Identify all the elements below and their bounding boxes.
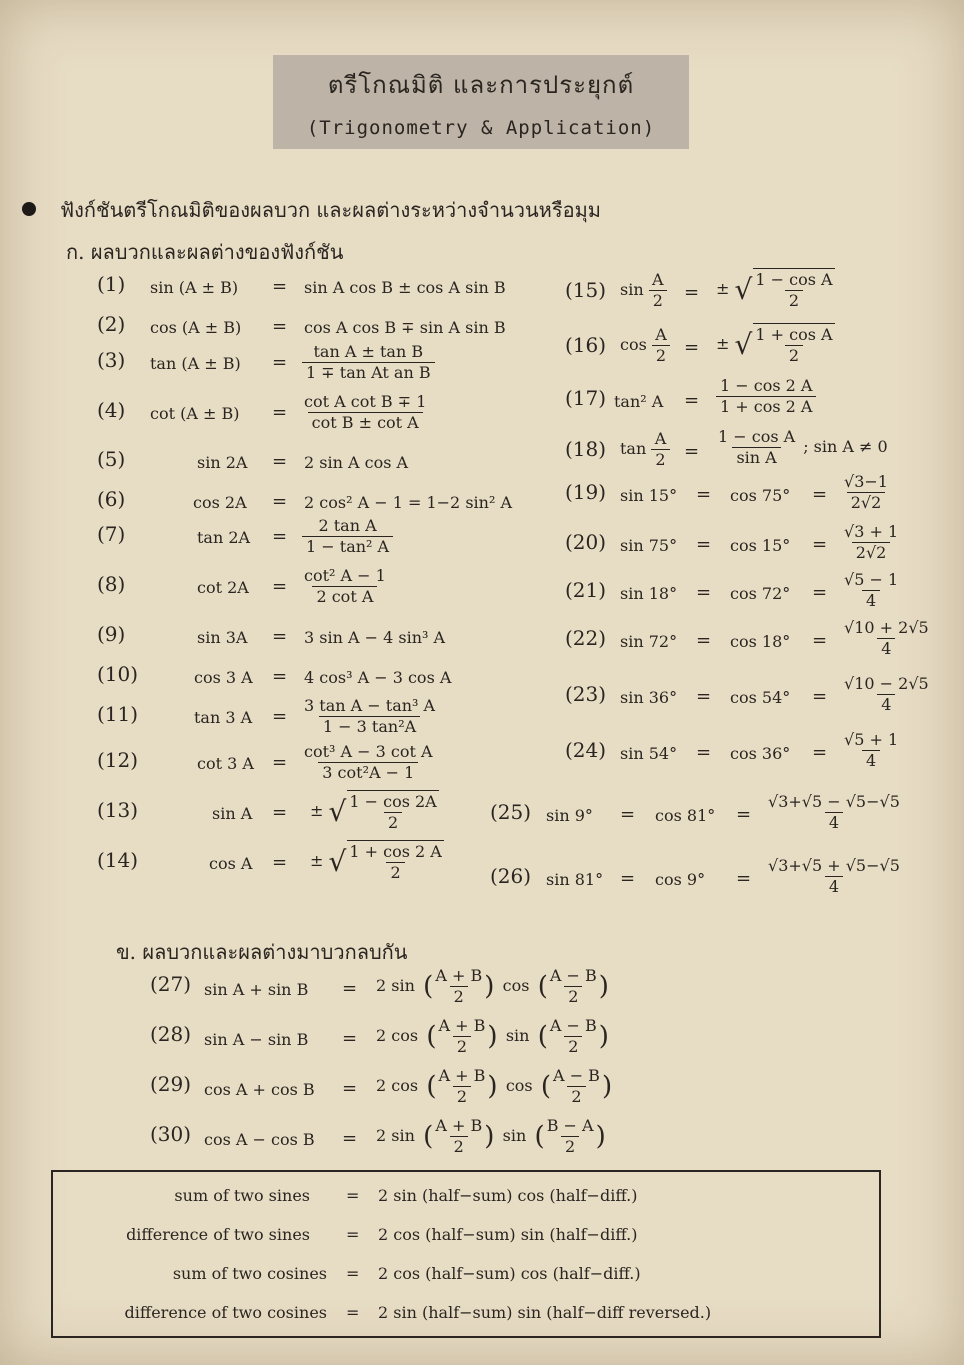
numerator: cot³ A − 3 cot A: [304, 742, 433, 761]
formula-middle: cos 9°: [655, 870, 706, 889]
square-root: [329, 790, 439, 833]
formula-number: (13): [97, 798, 139, 822]
formula-lhs: sin 81°: [546, 870, 604, 889]
equals-sign: =: [272, 352, 288, 373]
radicand: [753, 323, 834, 366]
formula-rhs: [376, 1116, 606, 1157]
numerator: √3−1: [844, 472, 888, 491]
fraction: [551, 1066, 602, 1107]
paren: (: [418, 1021, 437, 1052]
denominator: 2 cot A: [312, 586, 377, 607]
formula-number: (19): [565, 480, 607, 504]
coefficient: 2 cos: [376, 1076, 419, 1095]
equals-sign: =: [272, 706, 288, 727]
formula-number: (6): [97, 487, 126, 511]
equals-sign: =: [342, 1128, 358, 1149]
denominator: 2: [567, 1086, 585, 1107]
equals-sign: =: [736, 868, 752, 889]
equals-sign: =: [342, 1078, 358, 1099]
denominator: 4: [862, 750, 880, 771]
formula-rhs: [302, 696, 437, 737]
equals-sign: =: [272, 802, 288, 823]
formula-value: [766, 856, 902, 897]
formula-rhs: 2 cos² A − 1 = 1−2 sin² A: [304, 493, 512, 512]
equals-sign: =: [272, 526, 288, 547]
formula-number: (8): [97, 572, 126, 596]
equals-sign: =: [696, 742, 712, 763]
numerator: cot A cot B ∓ 1: [304, 392, 427, 411]
summary-rhs: 2 cos (half−sum) cos (half−diff.): [378, 1264, 641, 1283]
formula-middle: cos 15°: [730, 536, 791, 555]
formula-rhs: [716, 323, 835, 366]
formula-number: (14): [97, 848, 139, 872]
plus-minus-sign: ±: [716, 334, 730, 353]
equals-sign: =: [620, 868, 636, 889]
formula-number: (4): [97, 398, 126, 422]
equals-sign: =: [342, 978, 358, 999]
numerator: A + B: [435, 966, 483, 985]
numerator: 1 − cos A: [755, 270, 833, 289]
function-name: cos: [620, 335, 647, 354]
formula-rhs: [716, 427, 888, 468]
function-name: sin: [620, 280, 644, 299]
summary-label: difference of two cosines: [124, 1303, 327, 1322]
radical-icon: √: [734, 327, 753, 361]
fraction: [302, 742, 435, 783]
formula-number: (16): [565, 333, 607, 357]
formula-number: (18): [565, 437, 607, 461]
numerator: 1 − cos A: [718, 427, 796, 446]
coefficient: 2 sin: [376, 976, 415, 995]
equals-sign: =: [812, 484, 828, 505]
fraction: [437, 1016, 488, 1057]
formula-rhs: [716, 376, 816, 417]
paren: (: [414, 971, 434, 1002]
equals-sign: =: [272, 276, 288, 297]
paren: (: [414, 1121, 434, 1152]
formula-lhs: cot 3 A: [197, 754, 254, 773]
formula-number: (11): [97, 702, 139, 726]
formula-lhs: tan 2A: [197, 528, 251, 547]
radical-icon: √: [328, 794, 347, 828]
plus-minus-sign: ±: [310, 801, 324, 820]
formula-rhs: [310, 840, 444, 883]
formula-lhs: cot 2A: [197, 578, 249, 597]
formula-middle: cos 72°: [730, 584, 791, 603]
formula-number: (2): [97, 312, 126, 336]
equals-sign: =: [272, 852, 288, 873]
formula-value: [842, 674, 931, 715]
numerator: A − B: [553, 1066, 600, 1085]
formula-middle: cos 36°: [730, 744, 791, 763]
formula-value: [842, 570, 900, 611]
summary-label: difference of two sines: [126, 1225, 310, 1244]
formula-lhs: sin A − sin B: [204, 1030, 309, 1049]
fraction: [842, 570, 900, 611]
radical-icon: √: [734, 272, 753, 306]
numerator: 1 − cos 2A: [349, 792, 437, 811]
equals-sign: =: [346, 1186, 360, 1205]
paren: ): [484, 971, 503, 1002]
formula-rhs: [302, 392, 428, 433]
numerator: A + B: [438, 1016, 486, 1035]
fraction: [302, 392, 428, 433]
fraction: [347, 842, 443, 883]
equals-sign: =: [684, 282, 700, 303]
function-name: sin: [505, 1026, 530, 1045]
numerator: 2 tan A: [318, 516, 377, 535]
equals-sign: =: [684, 441, 700, 462]
formula-lhs: sin (A ± B): [150, 278, 239, 297]
numerator: √10 − 2√5: [844, 674, 929, 693]
equals-sign: =: [696, 630, 712, 651]
denominator: 2: [453, 1086, 471, 1107]
formula-lhs: sin 15°: [620, 486, 678, 505]
plus-minus-sign: ±: [716, 279, 730, 298]
formula-lhs: sin 72°: [620, 632, 678, 651]
denominator: 4: [825, 876, 843, 897]
equals-sign: =: [812, 630, 828, 651]
formula-value: [842, 618, 931, 659]
coefficient: 2 sin: [376, 1126, 415, 1145]
summary-rhs: 2 cos (half−sum) sin (half−diff.): [378, 1225, 638, 1244]
formula-number: (17): [565, 386, 607, 410]
formula-lhs: sin A: [212, 804, 253, 823]
equals-sign: =: [684, 337, 700, 358]
coefficient: 2 cos: [376, 1026, 419, 1045]
summary-label: sum of two cosines: [172, 1264, 327, 1283]
formula-rhs: 3 sin A − 4 sin³ A: [304, 628, 446, 647]
radicand: [347, 790, 438, 833]
formula-lhs: sin A + sin B: [204, 980, 309, 999]
fraction: [302, 696, 437, 737]
denominator: 3 cot²A − 1: [318, 762, 418, 783]
page-title-english: (Trigonometry & Application): [306, 117, 656, 139]
fraction: [716, 427, 797, 468]
fraction: [766, 792, 902, 833]
paren: ): [601, 1071, 613, 1102]
formula-lhs: cot (A ± B): [150, 404, 240, 423]
denominator: 2: [450, 1136, 468, 1157]
formula-rhs: 2 sin A cos A: [304, 453, 409, 472]
formula-lhs: cos 3 A: [194, 668, 253, 687]
equals-sign: =: [272, 576, 288, 597]
equals-sign: =: [272, 316, 288, 337]
numerator: √3+√5 − √5−√5: [768, 792, 900, 811]
formula-number: (25): [490, 800, 532, 824]
summary-label: sum of two sines: [174, 1186, 310, 1205]
formula-value: [842, 472, 890, 513]
fraction: [433, 1116, 484, 1157]
formula-rhs: [310, 790, 439, 833]
paren: (: [529, 1021, 548, 1052]
summary-rhs: 2 sin (half−sum) cos (half−diff.): [378, 1186, 638, 1205]
equals-sign: =: [684, 390, 700, 411]
formula-number: (12): [97, 748, 139, 772]
radical-icon: √: [328, 844, 347, 878]
equals-sign: =: [812, 582, 828, 603]
numerator: A − B: [549, 1016, 597, 1035]
formula-rhs: [376, 966, 609, 1007]
numerator: 1 + cos 2 A: [349, 842, 442, 861]
square-root: [735, 323, 835, 366]
equals-sign: =: [272, 626, 288, 647]
fraction: [716, 376, 816, 417]
formula-lhs: cos A: [209, 854, 253, 873]
formula-number: (5): [97, 447, 126, 471]
fraction: [302, 342, 435, 383]
equals-sign: =: [696, 582, 712, 603]
denominator: 2: [384, 812, 402, 833]
denominator: 2√2: [847, 492, 886, 513]
fraction: [842, 674, 931, 715]
page-title-thai: ตรีโกณมิติ และการประยุกต์: [327, 71, 635, 99]
equals-sign: =: [272, 752, 288, 773]
numerator: A + B: [435, 1116, 483, 1135]
formula-lhs: [620, 270, 667, 311]
equals-sign: =: [696, 686, 712, 707]
title-box: [273, 55, 689, 149]
denominator: 1 − tan² A: [302, 536, 393, 557]
paren: ): [487, 1021, 506, 1052]
formula-middle: cos 81°: [655, 806, 716, 825]
paren: ): [598, 971, 609, 1002]
formula-number: (1): [97, 272, 126, 296]
fraction: [437, 1066, 488, 1107]
fraction: [347, 792, 438, 833]
equals-sign: =: [696, 484, 712, 505]
denominator: 2: [450, 986, 468, 1007]
denominator: 2: [564, 986, 582, 1007]
numerator: B − A: [546, 1116, 594, 1135]
fraction: [842, 522, 900, 563]
paren: (: [532, 1071, 552, 1102]
formula-number: (27): [150, 972, 192, 996]
equals-sign: =: [812, 742, 828, 763]
square-root: [329, 840, 444, 883]
formula-lhs: [620, 429, 670, 470]
numerator: 3 tan A − tan³ A: [304, 696, 436, 715]
section-a-heading: ก. ผลบวกและผลต่างของฟังก์ชัน: [66, 240, 344, 264]
formula-middle: cos 75°: [730, 486, 791, 505]
formula-number: (22): [565, 626, 607, 650]
formula-number: (10): [97, 662, 139, 686]
plus-minus-sign: ±: [310, 851, 324, 870]
formula-value: [842, 730, 900, 771]
formula-lhs: sin 54°: [620, 744, 678, 763]
formula-number: (21): [565, 578, 607, 602]
numerator: 1 + cos A: [755, 325, 833, 344]
paren: (: [529, 971, 548, 1002]
formula-lhs: sin 3A: [197, 628, 248, 647]
fraction: [842, 472, 890, 513]
formula-number: (28): [150, 1022, 192, 1046]
equals-sign: =: [812, 534, 828, 555]
numerator: √3 + 1: [844, 522, 899, 541]
formula-rhs: [716, 268, 835, 311]
paren: ): [598, 1021, 609, 1052]
equals-sign: =: [272, 402, 288, 423]
denominator: 4: [862, 590, 880, 611]
denominator: 4: [877, 638, 895, 659]
summary-rhs: 2 sin (half−sum) sin (half−diff reversed.): [378, 1303, 712, 1322]
denominator: 1 + cos 2 A: [716, 396, 816, 417]
equals-sign: =: [736, 804, 752, 825]
numerator: A: [652, 270, 664, 289]
formula-number: (30): [150, 1122, 192, 1146]
formula-lhs: sin 75°: [620, 536, 678, 555]
formula-lhs: sin 18°: [620, 584, 678, 603]
paren: ): [595, 1121, 606, 1152]
fraction: [842, 618, 931, 659]
denominator: 2√2: [852, 542, 891, 563]
formula-lhs: sin 9°: [546, 806, 593, 825]
section-main-heading: ฟังก์ชันตรีโกณมิติของผลบวก และผลต่างระหว่างจำนวนหรือมุม: [60, 198, 601, 222]
numerator: √10 + 2√5: [844, 618, 929, 637]
formula-rhs: 4 cos³ A − 3 cos A: [304, 668, 452, 687]
equals-sign: =: [272, 451, 288, 472]
formula-lhs: cos A + cos B: [204, 1080, 315, 1099]
formula-lhs: [620, 325, 670, 366]
formula-rhs: [376, 1016, 609, 1057]
paren: (: [526, 1121, 545, 1152]
equals-sign: =: [272, 491, 288, 512]
equals-sign: =: [696, 534, 712, 555]
formula-lhs: sin 36°: [620, 688, 678, 707]
formula-middle: cos 18°: [730, 632, 791, 651]
function-name: cos: [502, 976, 530, 995]
formula-rhs: [302, 516, 393, 557]
equals-sign: =: [812, 686, 828, 707]
radicand: [347, 840, 443, 883]
section-b-heading: ข. ผลบวกและผลต่างมาบวกลบกัน: [116, 940, 408, 964]
numerator: 1 − cos 2 A: [720, 376, 813, 395]
fraction: [842, 730, 900, 771]
fraction: [649, 270, 667, 311]
formula-number: (20): [565, 530, 607, 554]
fraction: [766, 856, 902, 897]
denominator: 2: [649, 290, 667, 311]
formula-number: (23): [565, 682, 607, 706]
denominator: 1 ∓ tan At an B: [302, 362, 435, 383]
denominator: 2: [564, 1036, 582, 1057]
formula-number: (3): [97, 348, 126, 372]
paren: ): [487, 1071, 506, 1102]
formula-rhs: sin A cos B ± cos A sin B: [304, 278, 506, 297]
numerator: cot² A − 1: [304, 566, 386, 585]
paren: ): [484, 1121, 503, 1152]
numerator: A: [654, 429, 667, 448]
fraction: [545, 1116, 596, 1157]
denominator: 2: [386, 862, 404, 883]
denominator: 2: [785, 290, 803, 311]
condition-text: ; sin A ≠ 0: [803, 437, 888, 456]
numerator: √5 + 1: [844, 730, 899, 749]
formula-rhs: [376, 1066, 612, 1107]
numerator: A − B: [549, 966, 597, 985]
formula-lhs: tan (A ± B): [150, 354, 241, 373]
formula-middle: cos 54°: [730, 688, 791, 707]
fraction: [548, 966, 599, 1007]
denominator: 4: [877, 694, 895, 715]
formula-number: (9): [97, 622, 126, 646]
numerator: tan A ± tan B: [313, 342, 424, 361]
fraction: [433, 966, 484, 1007]
equals-sign: =: [346, 1225, 360, 1244]
formula-number: (29): [150, 1072, 192, 1096]
formula-number: (26): [490, 864, 532, 888]
fraction: [652, 325, 670, 366]
formula-rhs: [302, 742, 435, 783]
equals-sign: =: [342, 1028, 358, 1049]
function-name: tan: [620, 439, 647, 458]
formula-lhs: cos (A ± B): [150, 318, 242, 337]
denominator: 1 − 3 tan²A: [319, 716, 420, 737]
formula-value: [766, 792, 902, 833]
formula-value: [842, 522, 900, 563]
numerator: A + B: [438, 1066, 486, 1085]
fraction: [753, 270, 834, 311]
formula-rhs: [302, 566, 388, 607]
formula-rhs: [302, 342, 435, 383]
denominator: 2: [785, 345, 803, 366]
formula-lhs: cos 2A: [193, 493, 247, 512]
square-root: [735, 268, 835, 311]
equals-sign: =: [620, 804, 636, 825]
bullet-icon: [22, 202, 36, 216]
radicand: [753, 268, 834, 311]
formula-lhs: tan 3 A: [194, 708, 253, 727]
equals-sign: =: [346, 1303, 360, 1322]
fraction: [753, 325, 834, 366]
denominator: sin A: [732, 447, 780, 468]
function-name: sin: [502, 1126, 527, 1145]
denominator: cot B ± cot A: [308, 412, 423, 433]
formula-number: (15): [565, 278, 607, 302]
denominator: 2: [651, 449, 669, 470]
formula-lhs: cos A − cos B: [204, 1130, 315, 1149]
fraction: [302, 516, 393, 557]
equals-sign: =: [346, 1264, 360, 1283]
formula-lhs: sin 2A: [197, 453, 248, 472]
numerator: A: [655, 325, 667, 344]
summary-box: [51, 1170, 881, 1338]
fraction: [548, 1016, 599, 1057]
denominator: 4: [825, 812, 843, 833]
fraction: [302, 566, 388, 607]
formula-rhs: cos A cos B ∓ sin A sin B: [304, 318, 506, 337]
numerator: √5 − 1: [844, 570, 899, 589]
formula-number: (7): [97, 522, 126, 546]
formula-lhs: tan² A: [614, 392, 664, 411]
denominator: 2: [561, 1136, 579, 1157]
numerator: √3+√5 + √5−√5: [768, 856, 900, 875]
equals-sign: =: [272, 666, 288, 687]
formula-number: (24): [565, 738, 607, 762]
paren: (: [418, 1071, 437, 1102]
denominator: 2: [453, 1036, 471, 1057]
function-name: cos: [505, 1076, 533, 1095]
fraction: [651, 429, 669, 470]
denominator: 2: [652, 345, 670, 366]
